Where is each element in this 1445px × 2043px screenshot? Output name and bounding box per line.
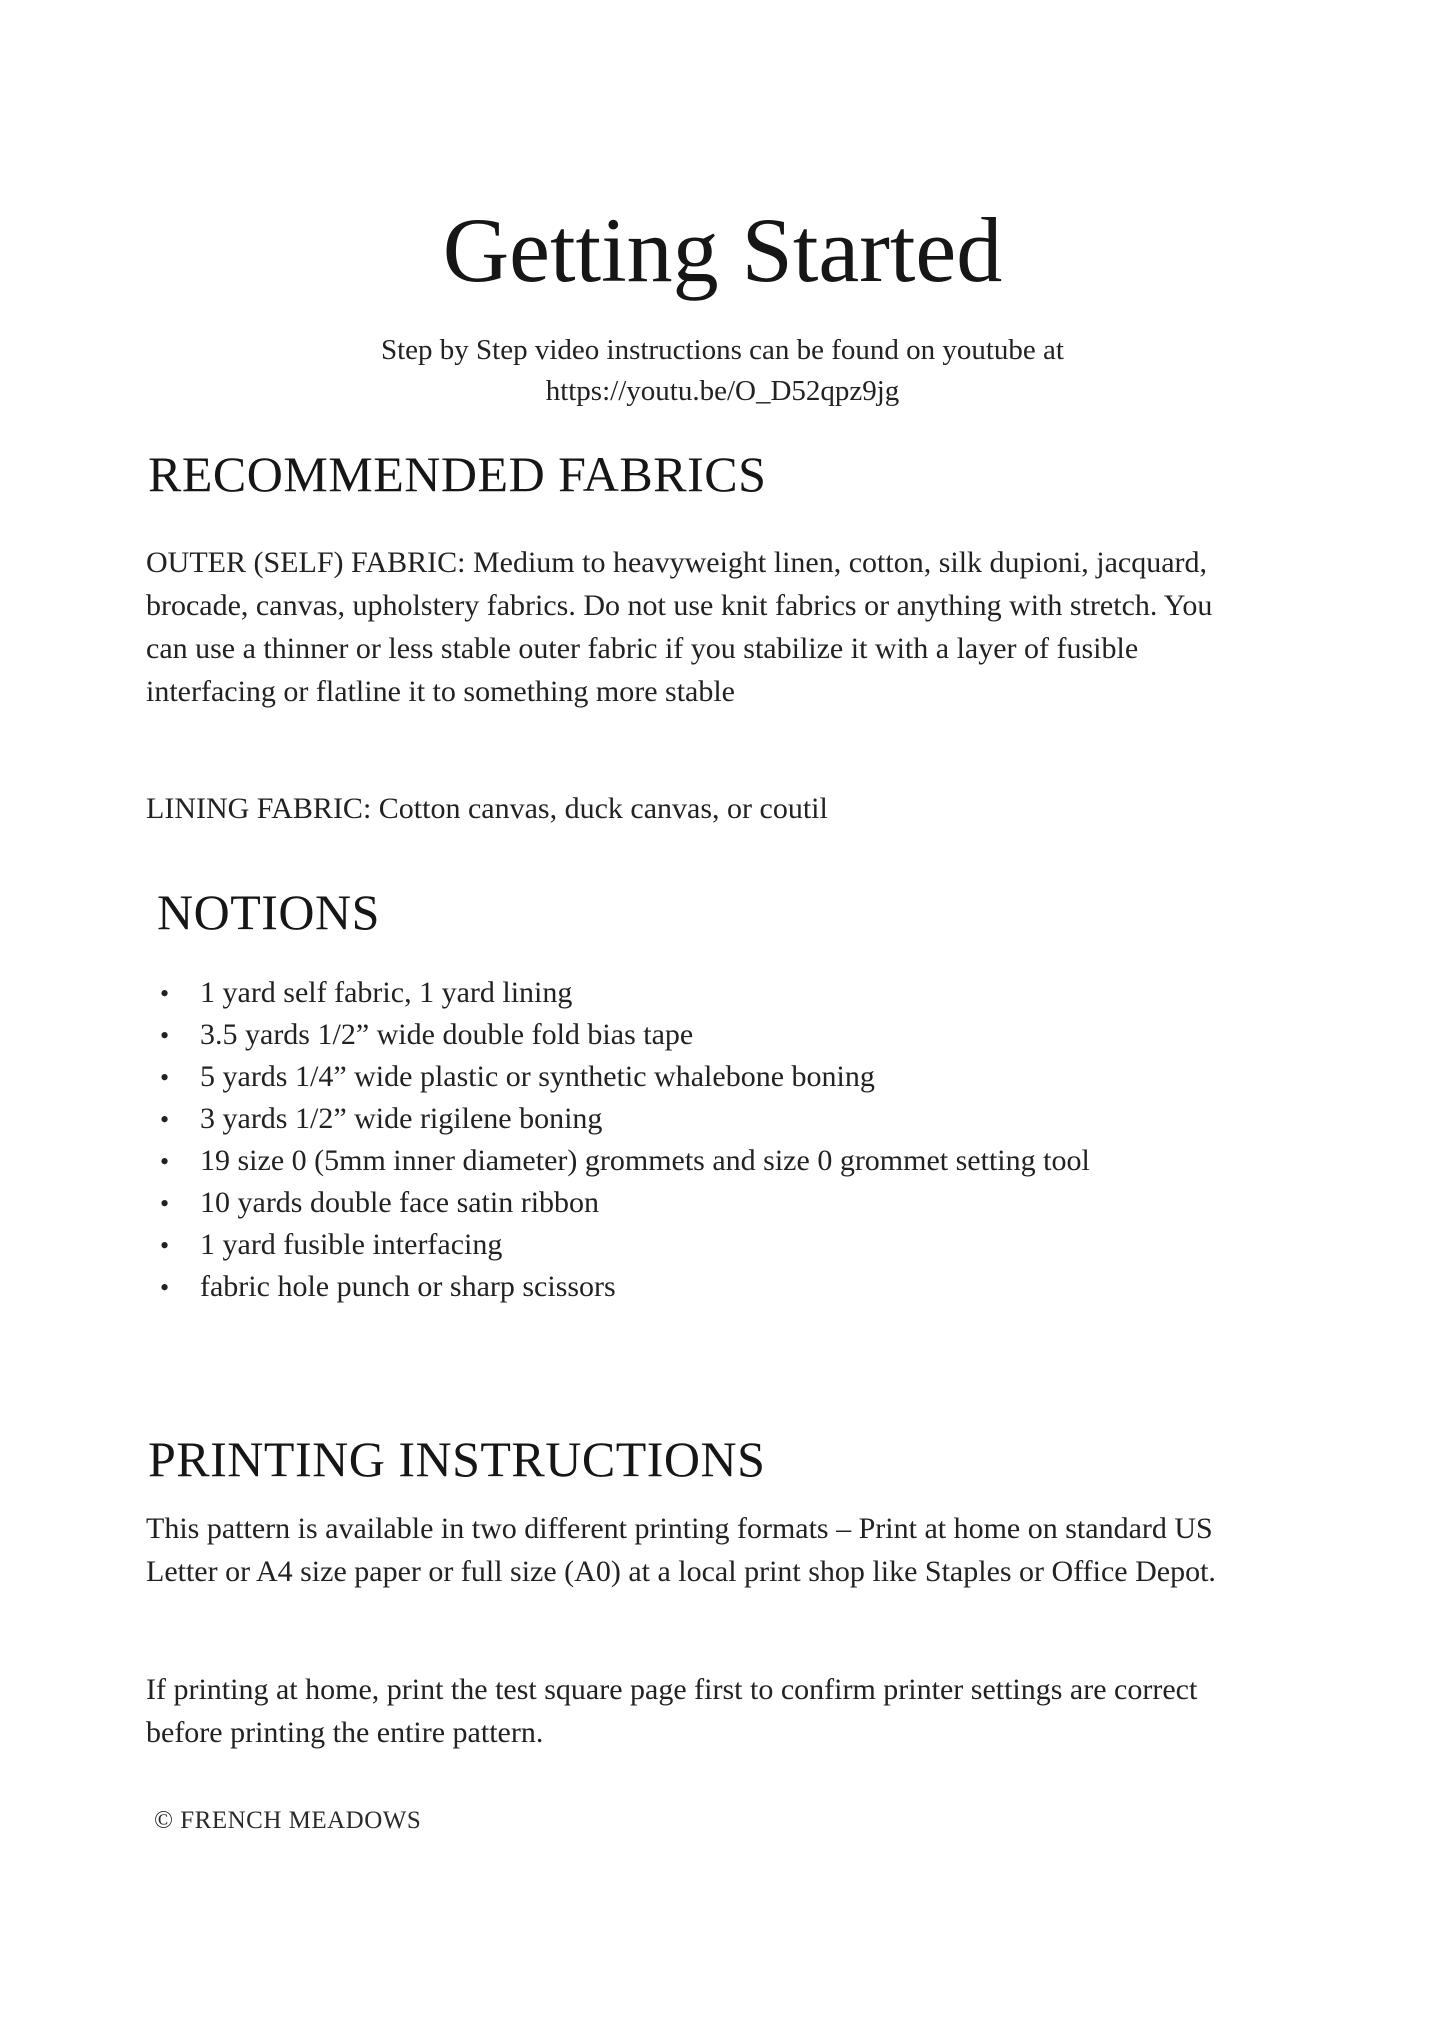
notions-list-item (152, 1266, 1312, 1308)
notions-list (152, 972, 1312, 1308)
bullet-dot: • (160, 1063, 170, 1092)
bullet-dot: • (160, 979, 170, 1008)
notions-item-text: 1 yard fusible interfacing (200, 1228, 503, 1261)
bullet-dot: • (160, 1273, 170, 1302)
notions-list-item (152, 1182, 1312, 1224)
subtitle-block (0, 330, 1445, 412)
bullet-dot: • (160, 1231, 170, 1260)
section-heading-notions: NOTIONS (157, 884, 380, 940)
bullet-dot: • (160, 1021, 170, 1050)
notions-list-item (152, 1224, 1312, 1266)
notions-list-item (152, 1098, 1312, 1140)
notions-item-text: fabric hole punch or sharp scissors (200, 1270, 616, 1303)
bullet-dot: • (160, 1189, 170, 1218)
subtitle-text: Step by Step video instructions can be found on youtube at (380, 334, 1064, 366)
notions-item-text: 19 size 0 (5mm inner diameter) grommets and size 0 grommet setting tool (200, 1144, 1090, 1177)
notions-list-item (152, 1014, 1312, 1056)
notions-list-item (152, 972, 1312, 1014)
notions-list-item (152, 1056, 1312, 1098)
page-title: Getting Started (442, 199, 1003, 301)
section-heading-printing-instructions: PRINTING INSTRUCTIONS (148, 1431, 766, 1487)
printing-formats-paragraph: This pattern is available in two different printing formats – Print at home on standard US Letter or A4 size paper or full size (A0) at a local print shop like Staples or Office Depot. (146, 1512, 1216, 1588)
outer-fabric-paragraph: OUTER (SELF) FABRIC: Medium to heavyweight linen, cotton, silk dupioni, jacquard, brocade, canvas, upholstery fabrics. Do not use knit fabrics or anything with stretch. You can use a thinner or less stable outer fabric if you stabilize it with a layer of fusible interfacing or flatline it to something more stable (146, 546, 1213, 708)
bullet-dot: • (160, 1105, 170, 1134)
bullet-dot: • (160, 1147, 170, 1176)
section-heading-recommended-fabrics: RECOMMENDED FABRICS (148, 446, 767, 502)
notions-list-item (152, 1140, 1312, 1182)
youtube-link[interactable]: https://youtu.be/O_D52qpz9jg (545, 375, 900, 407)
notions-item-text: 5 yards 1/4” wide plastic or synthetic whalebone boning (200, 1060, 875, 1093)
test-square-paragraph: If printing at home, print the test square page first to confirm printer settings are correct before printing the entire pattern. (146, 1673, 1198, 1749)
lining-fabric-paragraph: LINING FABRIC: Cotton canvas, duck canvas, or coutil (146, 792, 828, 825)
notions-item-text: 3.5 yards 1/2” wide double fold bias tape (200, 1018, 694, 1051)
notions-item-text: 10 yards double face satin ribbon (200, 1186, 600, 1219)
copyright-notice: © FRENCH MEADOWS (154, 1807, 422, 1834)
notions-item-text: 3 yards 1/2” wide rigilene boning (200, 1102, 603, 1135)
notions-item-text: 1 yard self fabric, 1 yard lining (200, 976, 573, 1009)
